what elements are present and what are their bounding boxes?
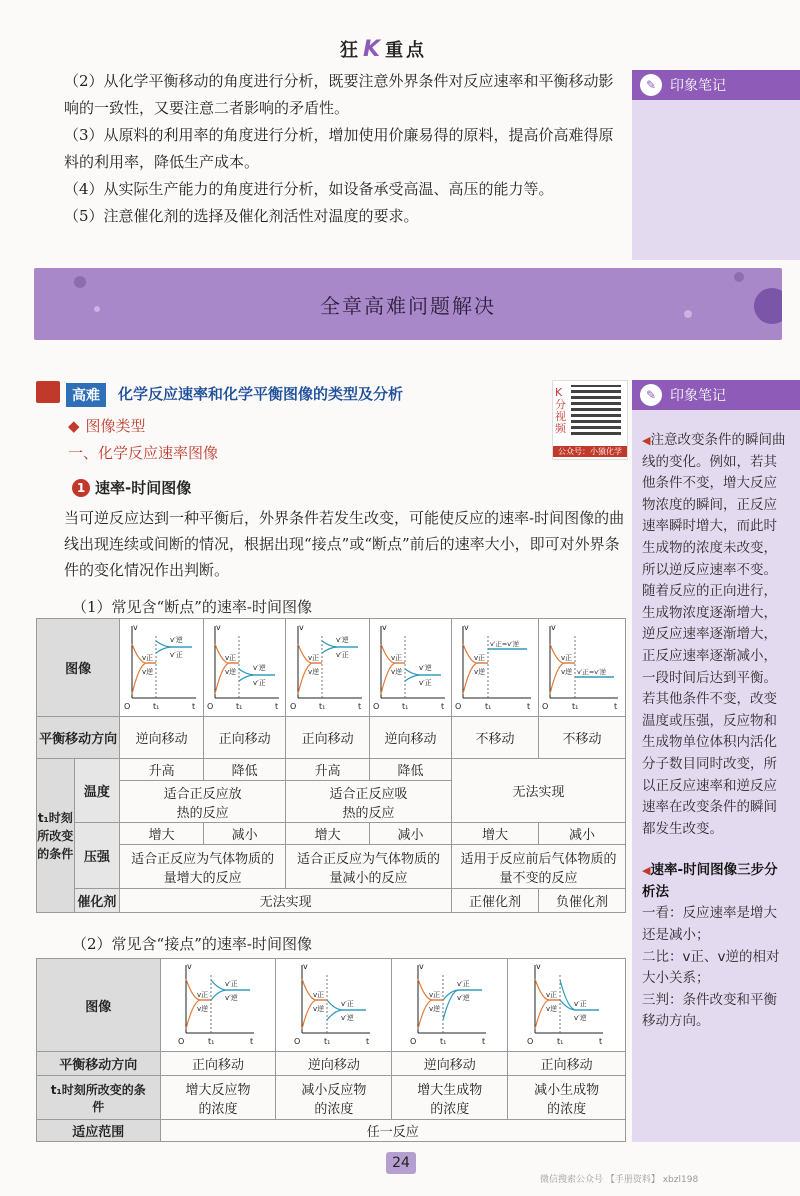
- label-v-reverse-new: v′逆: [418, 663, 432, 672]
- origin-label: O: [123, 701, 130, 711]
- label-v-reverse: v逆: [224, 667, 236, 676]
- label-v-reverse-new: v′逆: [456, 994, 470, 1002]
- graph-cell: [120, 619, 204, 717]
- footer-note: 微信搜索公众号 【手册资料】 xbzl198: [540, 1175, 699, 1185]
- direction-cell: 逆向移动: [370, 717, 452, 759]
- direction-cell: 不移动: [452, 717, 539, 759]
- axis-label-t: t: [365, 1037, 369, 1046]
- label-v-reverse: v逆: [307, 667, 319, 676]
- direction-cell: 正向移动: [286, 717, 370, 759]
- label-v-reverse-new: v′逆: [340, 1014, 354, 1022]
- section-title: 化学反应速率和化学平衡图像的类型及分析: [118, 385, 404, 403]
- triangle-icon: ◀: [642, 434, 651, 447]
- label-v-reverse-new: v′逆: [573, 1014, 587, 1022]
- qr-footer: 公众号：小猿化学: [553, 446, 627, 457]
- temperature-header: 温度: [74, 759, 120, 823]
- press-cell: 减小: [539, 823, 626, 845]
- t1-image-header: 图像: [37, 619, 120, 717]
- side-note-title: 印象笔记: [670, 388, 726, 404]
- table2-label: （2）常见含“接点”的速率-时间图像: [72, 935, 312, 953]
- label-v-forward: v正: [141, 653, 153, 662]
- origin-label: O: [293, 1037, 301, 1046]
- difficulty-tag: 高难: [66, 383, 106, 407]
- label-v-forward-new: v′正: [169, 650, 183, 659]
- axis-label-t: t: [527, 701, 531, 711]
- top-paragraphs: [64, 68, 624, 230]
- origin-label: O: [177, 1037, 185, 1046]
- label-v-reverse: v逆: [428, 1005, 440, 1013]
- label-v-forward-new: v′正: [224, 980, 238, 988]
- label-v-forward: v正: [390, 653, 402, 662]
- t1-label: t₁: [207, 1037, 215, 1046]
- axis-label-v: v: [418, 962, 424, 971]
- temp-cell: 升高: [120, 759, 204, 781]
- qr-pattern: [571, 385, 621, 435]
- label-v-forward: v正: [545, 991, 557, 999]
- label-v-equal: v′正=v′逆: [577, 667, 607, 676]
- origin-label: O: [455, 701, 462, 711]
- direction-cell: 正向移动: [160, 1052, 276, 1076]
- temp-not-possible: 无法实现: [452, 759, 626, 823]
- book-icon: [36, 381, 60, 403]
- step-compare: 二比：v正、v逆的相对大小关系；: [642, 948, 780, 987]
- t2-direction-header: 平衡移动方向: [37, 1052, 161, 1076]
- label-v-forward: v正: [196, 991, 209, 999]
- press-cell: 增大: [120, 823, 204, 845]
- header-brand: 狂K 重点: [340, 37, 428, 62]
- graph-cell: [160, 959, 276, 1052]
- axis-label-v: v: [381, 622, 387, 632]
- press-cell: 增大: [286, 823, 370, 845]
- t2-scope-header: 适应范围: [37, 1120, 161, 1142]
- banner-title: 全章高难问题解决: [320, 294, 496, 318]
- t1-label: t₁: [485, 701, 492, 711]
- axis-label-t: t: [357, 701, 361, 711]
- paragraph-2: （2）从化学平衡移动的角度进行分析，既要注意外界条件对反应速率和平衡移动影响的一致性，又要注意二者影响的矛盾性。: [64, 72, 614, 117]
- side-note-top: [632, 70, 800, 260]
- axis-label-t: t: [598, 1037, 602, 1046]
- axis-label-t: t: [191, 701, 195, 711]
- axis-label-t: t: [274, 701, 278, 711]
- axis-label-v: v: [302, 962, 308, 971]
- axis-label-v: v: [186, 962, 192, 971]
- chapter-banner: [34, 268, 782, 340]
- graph-cell: [452, 619, 539, 717]
- side-note-main: [632, 380, 800, 1142]
- axis-label-v: v: [551, 622, 556, 632]
- label-v-reverse-new: v′逆: [335, 635, 349, 644]
- press-note-decrease: 适合正反应为气体物质的量减小的反应: [286, 845, 452, 889]
- label-v-reverse: v逆: [561, 667, 573, 676]
- direction-cell: 逆向移动: [120, 717, 204, 759]
- side-note-text-2: ◀速率-时间图像三步分析法 一看：反应速率是增大还是减小； 二比：v正、v逆的相对大小关系； 三判：条件改变和平衡移动方向。: [632, 846, 800, 1039]
- graph-cell: [370, 619, 452, 717]
- t1-label: t₁: [572, 701, 579, 711]
- pressure-header: 压强: [74, 823, 120, 889]
- qr-code[interactable]: [552, 380, 628, 460]
- elephant-icon: ✎: [640, 384, 662, 406]
- label-v-forward-new: v′正: [456, 980, 470, 988]
- t1-condition-header: t₁时刻所改变的条件: [37, 759, 75, 913]
- label-v-forward: v正: [561, 653, 573, 662]
- paragraph-5: （5）注意催化剂的选择及催化剂活性对温度的要求。: [64, 207, 419, 225]
- label-v-forward: v正: [307, 653, 319, 662]
- condition-cell: 增大生成物的浓度: [392, 1076, 508, 1120]
- step-look: 一看：反应速率是增大还是减小；: [642, 905, 777, 944]
- side-note-text-1: ◀注意改变条件的瞬间曲线的变化。例如，若其他条件不变，增大反应物浓度的瞬间，正反应速率瞬时增大，而此时生成物的浓度未改变，所以逆反应速率不变。随着反应的正向进行，生成物浓度逐渐增大，逆反应速率逐渐增大，正反应速率逐渐减小，一段时间后达到平衡。若其他条件不变，改变温度或压强，反应物和生成物单位体积内活化分子数目同时改变，所以正反应速率和逆反应速率在改变条件的瞬间都发生改变。: [642, 432, 786, 837]
- direction-cell: 正向移动: [508, 1052, 626, 1076]
- press-note-increase: 适合正反应为气体物质的量增大的反应: [120, 845, 286, 889]
- axis-label-v: v: [464, 622, 469, 632]
- temp-cell: 降低: [204, 759, 286, 781]
- label-v-reverse: v逆: [141, 667, 153, 676]
- condition-cell: 增大反应物的浓度: [160, 1076, 276, 1120]
- catalyst-cell: 负催化剂: [539, 889, 626, 913]
- graph-cell: [276, 959, 392, 1052]
- axis-label-t: t: [440, 701, 444, 711]
- press-note-unchanged: 适用于反应前后气体物质的量不变的反应: [452, 845, 626, 889]
- label-v-reverse: v逆: [474, 667, 486, 676]
- axis-label-v: v: [215, 622, 221, 632]
- t1-label: t₁: [439, 1037, 447, 1046]
- origin-label: O: [526, 1037, 533, 1046]
- axis-label-v: v: [132, 622, 138, 632]
- direction-cell: 不移动: [539, 717, 626, 759]
- axis-label-t: t: [481, 1037, 485, 1046]
- paragraph-3: （3）从原料的利用率的角度进行分析，增加使用价廉易得的原料，提高价高难得原料的利用率，降低生产成本。: [64, 126, 614, 171]
- intro-paragraph: 当可逆反应达到一种平衡后，外界条件若发生改变，可能使反应的速率-时间图像的曲线出现连续或间断的情况，根据出现“接点”或“断点”前后的速率大小，即可对外界条件的变化情况作出判断。: [64, 509, 625, 579]
- temp-cell: 降低: [370, 759, 452, 781]
- graph-cell: [539, 619, 626, 717]
- graph-cell: [286, 619, 370, 717]
- label-v-forward-new: v′正: [573, 1000, 587, 1008]
- press-cell: 减小: [204, 823, 286, 845]
- axis-label-t: t: [249, 1037, 254, 1046]
- t1-label: t₁: [323, 1037, 331, 1046]
- origin-label: O: [289, 701, 296, 711]
- direction-cell: 逆向移动: [276, 1052, 392, 1076]
- table-break-point: [36, 618, 626, 913]
- label-v-forward-new: v′正: [418, 678, 432, 687]
- scope-cell: 任一反应: [160, 1120, 625, 1142]
- subheading-rate-graphs: 一、化学反应速率图像: [68, 444, 219, 462]
- t2-image-header: 图像: [37, 959, 161, 1052]
- axis-label-t: t: [614, 701, 618, 711]
- label-v-equal: v′正=v′逆: [490, 639, 520, 648]
- paragraph-4: （4）从实际生产能力的角度进行分析，如设备承受高温、高压的能力等。: [64, 180, 554, 198]
- graph-cell: [392, 959, 508, 1052]
- origin-label: O: [372, 701, 379, 711]
- t1-label: t₁: [318, 701, 325, 711]
- origin-label: O: [409, 1037, 416, 1046]
- table1-label: （1）常见含“断点”的速率-时间图像: [72, 598, 312, 616]
- label-v-forward: v正: [428, 991, 440, 999]
- label-v-forward: v正: [474, 653, 486, 662]
- catalyst-not-possible: 无法实现: [120, 889, 452, 913]
- side-note-title: 印象笔记: [670, 78, 726, 94]
- label-v-forward-new: v′正: [340, 1000, 354, 1008]
- page-number: 24: [386, 1152, 416, 1174]
- t2-condition-header: t₁时刻所改变的条件: [37, 1076, 161, 1120]
- t1-direction-header: 平衡移动方向: [37, 717, 120, 759]
- table-contact-point: [36, 958, 626, 1142]
- direction-cell: 逆向移动: [392, 1052, 508, 1076]
- subheading-rate-time: 1 速率-时间图像: [72, 477, 191, 498]
- label-v-forward: v正: [224, 653, 236, 662]
- qr-side-text: K分视频: [555, 386, 566, 435]
- t1-label: t₁: [556, 1037, 563, 1046]
- catalyst-cell: 正催化剂: [452, 889, 539, 913]
- label-v-reverse: v逆: [545, 1005, 557, 1013]
- origin-label: O: [542, 701, 549, 711]
- label-v-reverse-new: v′逆: [169, 635, 183, 644]
- graph-cell: [508, 959, 626, 1052]
- direction-cell: 正向移动: [204, 717, 286, 759]
- elephant-icon: ✎: [640, 74, 662, 96]
- axis-label-v: v: [298, 622, 304, 632]
- condition-cell: 减小生成物的浓度: [508, 1076, 626, 1120]
- press-cell: 增大: [452, 823, 539, 845]
- temp-cell: 升高: [286, 759, 370, 781]
- graph-cell: [204, 619, 286, 717]
- label-v-reverse-new: v′逆: [252, 663, 266, 672]
- label-v-reverse: v逆: [312, 1005, 324, 1013]
- temp-note-endothermic: 适合正反应吸热的反应: [286, 781, 452, 823]
- axis-label-v: v: [535, 962, 541, 971]
- press-cell: 减小: [370, 823, 452, 845]
- label-v-forward-new: v′正: [335, 650, 349, 659]
- step-judge: 三判：条件改变和平衡移动方向。: [642, 991, 777, 1030]
- label-v-reverse: v逆: [390, 667, 402, 676]
- label-v-reverse-new: v′逆: [224, 994, 238, 1002]
- label-v-forward: v正: [312, 991, 324, 999]
- subheading-types: ◆ 图像类型: [68, 417, 146, 435]
- temp-note-exothermic: 适合正反应放热的反应: [120, 781, 286, 823]
- label-v-reverse: v逆: [196, 1005, 209, 1013]
- t1-label: t₁: [152, 701, 159, 711]
- label-v-forward-new: v′正: [252, 678, 266, 687]
- origin-label: O: [206, 701, 213, 711]
- t1-label: t₁: [401, 701, 408, 711]
- condition-cell: 减小反应物的浓度: [276, 1076, 392, 1120]
- t1-label: t₁: [235, 701, 242, 711]
- triangle-icon: ◀: [642, 864, 651, 878]
- catalyst-header: 催化剂: [74, 889, 120, 913]
